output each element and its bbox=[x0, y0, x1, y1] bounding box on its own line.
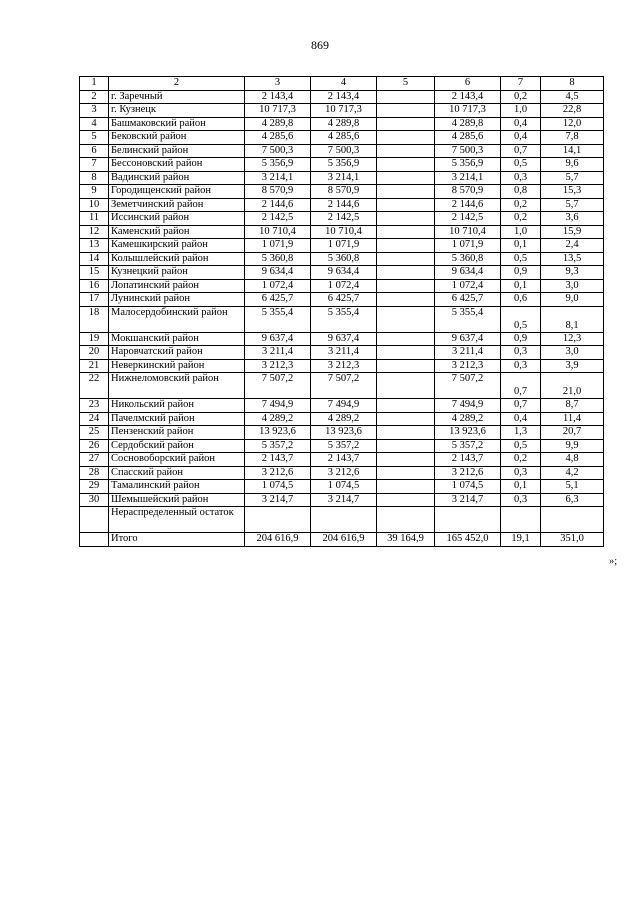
table-row bbox=[80, 399, 604, 413]
column-7-cell: 0,6 bbox=[501, 293, 541, 307]
column-6-cell: 2 142,5 bbox=[435, 212, 501, 226]
column-5-cell bbox=[377, 399, 435, 413]
district-name-cell: Колышлейский район bbox=[109, 252, 245, 266]
column-8-cell: 3,0 bbox=[541, 279, 604, 293]
column-4-cell: 5 357,2 bbox=[311, 439, 377, 453]
district-name-cell: Кузнецкий район bbox=[109, 266, 245, 280]
column-7-cell: 0,7 bbox=[501, 144, 541, 158]
table-row bbox=[80, 306, 604, 332]
column-6-cell: 8 570,9 bbox=[435, 185, 501, 199]
header-cell: 8 bbox=[541, 77, 604, 91]
column-8-cell: 20,7 bbox=[541, 426, 604, 440]
column-8-cell: 4,2 bbox=[541, 466, 604, 480]
row-number-cell: 15 bbox=[80, 266, 109, 280]
column-5-cell bbox=[377, 507, 435, 533]
column-4-cell: 6 425,7 bbox=[311, 293, 377, 307]
column-7-cell: 0,7 bbox=[501, 373, 541, 399]
column-6-cell: 2 143,7 bbox=[435, 453, 501, 467]
table-row bbox=[80, 90, 604, 104]
column-8-cell: 14,1 bbox=[541, 144, 604, 158]
column-4-cell: 2 142,5 bbox=[311, 212, 377, 226]
column-5-cell bbox=[377, 252, 435, 266]
column-4-cell bbox=[311, 507, 377, 533]
table-row bbox=[80, 171, 604, 185]
row-number-cell: 28 bbox=[80, 466, 109, 480]
column-3-cell: 3 214,7 bbox=[245, 493, 311, 507]
table-row bbox=[80, 493, 604, 507]
district-name-cell: Городищенский район bbox=[109, 185, 245, 199]
table-row bbox=[80, 466, 604, 480]
column-4-cell: 9 637,4 bbox=[311, 332, 377, 346]
header-cell: 3 bbox=[245, 77, 311, 91]
column-4-cell: 13 923,6 bbox=[311, 426, 377, 440]
column-3-cell: 2 143,4 bbox=[245, 90, 311, 104]
column-6-cell: 13 923,6 bbox=[435, 426, 501, 440]
column-3-cell: 5 360,8 bbox=[245, 252, 311, 266]
column-8-cell: 7,8 bbox=[541, 131, 604, 145]
district-name-cell: г. Кузнецк bbox=[109, 104, 245, 118]
column-4-cell: 3 214,7 bbox=[311, 493, 377, 507]
table-row bbox=[80, 239, 604, 253]
column-7-cell: 0,3 bbox=[501, 466, 541, 480]
row-number-cell: 23 bbox=[80, 399, 109, 413]
column-8-cell: 4,8 bbox=[541, 453, 604, 467]
district-name-cell: Иссинский район bbox=[109, 212, 245, 226]
column-7-cell bbox=[501, 507, 541, 533]
column-6-cell: 3 214,1 bbox=[435, 171, 501, 185]
column-5-cell bbox=[377, 293, 435, 307]
column-7-cell: 0,4 bbox=[501, 131, 541, 145]
column-3-cell: 4 289,8 bbox=[245, 117, 311, 131]
column-4-cell: 1 072,4 bbox=[311, 279, 377, 293]
column-5-cell bbox=[377, 279, 435, 293]
column-3-cell bbox=[245, 507, 311, 533]
district-name-cell: Итого bbox=[109, 533, 245, 547]
column-5-cell bbox=[377, 117, 435, 131]
table-row bbox=[80, 453, 604, 467]
row-number-cell: 4 bbox=[80, 117, 109, 131]
column-6-cell: 9 634,4 bbox=[435, 266, 501, 280]
column-3-cell: 10 710,4 bbox=[245, 225, 311, 239]
district-name-cell: Нижнеломовский район bbox=[109, 373, 245, 399]
column-7-cell: 0,4 bbox=[501, 117, 541, 131]
row-number-cell: 17 bbox=[80, 293, 109, 307]
column-5-cell bbox=[377, 131, 435, 145]
column-8-cell bbox=[541, 507, 604, 533]
district-name-cell: Бессоновский район bbox=[109, 158, 245, 172]
column-4-cell: 4 289,8 bbox=[311, 117, 377, 131]
column-6-cell: 9 637,4 bbox=[435, 332, 501, 346]
column-5-cell bbox=[377, 412, 435, 426]
column-8-cell: 6,3 bbox=[541, 493, 604, 507]
row-number-cell: 22 bbox=[80, 373, 109, 399]
column-5-cell bbox=[377, 144, 435, 158]
column-3-cell: 3 214,1 bbox=[245, 171, 311, 185]
column-4-cell: 3 212,3 bbox=[311, 359, 377, 373]
column-3-cell: 1 072,4 bbox=[245, 279, 311, 293]
table-row bbox=[80, 252, 604, 266]
column-5-cell bbox=[377, 453, 435, 467]
column-8-cell: 12,3 bbox=[541, 332, 604, 346]
column-8-cell: 5,1 bbox=[541, 480, 604, 494]
column-7-cell: 1,0 bbox=[501, 225, 541, 239]
column-4-cell: 5 360,8 bbox=[311, 252, 377, 266]
column-7-cell: 0,2 bbox=[501, 453, 541, 467]
column-7-cell: 1,3 bbox=[501, 426, 541, 440]
table-row bbox=[80, 131, 604, 145]
column-5-cell bbox=[377, 426, 435, 440]
column-5-cell bbox=[377, 266, 435, 280]
table-row bbox=[80, 412, 604, 426]
table-row bbox=[80, 104, 604, 118]
column-3-cell: 10 717,3 bbox=[245, 104, 311, 118]
column-3-cell: 2 143,7 bbox=[245, 453, 311, 467]
row-number-cell: 2 bbox=[80, 90, 109, 104]
table-row bbox=[80, 346, 604, 360]
row-number-cell: 14 bbox=[80, 252, 109, 266]
column-8-cell: 2,4 bbox=[541, 239, 604, 253]
column-7-cell: 0,5 bbox=[501, 158, 541, 172]
column-4-cell: 10 717,3 bbox=[311, 104, 377, 118]
column-7-cell: 0,9 bbox=[501, 266, 541, 280]
column-7-cell: 0,2 bbox=[501, 212, 541, 226]
row-number-cell: 3 bbox=[80, 104, 109, 118]
column-6-cell: 3 211,4 bbox=[435, 346, 501, 360]
column-5-cell bbox=[377, 239, 435, 253]
column-6-cell: 2 144,6 bbox=[435, 198, 501, 212]
row-number-cell: 26 bbox=[80, 439, 109, 453]
column-5-cell bbox=[377, 90, 435, 104]
column-3-cell: 5 356,9 bbox=[245, 158, 311, 172]
data-table bbox=[79, 76, 604, 547]
column-8-cell: 3,0 bbox=[541, 346, 604, 360]
row-number-cell: 8 bbox=[80, 171, 109, 185]
district-name-cell: Тамалинский район bbox=[109, 480, 245, 494]
column-8-cell: 8,1 bbox=[541, 306, 604, 332]
column-4-cell: 2 144,6 bbox=[311, 198, 377, 212]
column-7-cell: 0,1 bbox=[501, 279, 541, 293]
column-6-cell: 7 494,9 bbox=[435, 399, 501, 413]
column-5-cell bbox=[377, 185, 435, 199]
column-5-cell bbox=[377, 332, 435, 346]
column-8-cell: 9,3 bbox=[541, 266, 604, 280]
row-number-cell: 6 bbox=[80, 144, 109, 158]
column-5-cell: 39 164,9 bbox=[377, 533, 435, 547]
column-5-cell bbox=[377, 493, 435, 507]
row-number-cell: 12 bbox=[80, 225, 109, 239]
column-8-cell: 11,4 bbox=[541, 412, 604, 426]
column-3-cell: 9 637,4 bbox=[245, 332, 311, 346]
column-6-cell: 4 285,6 bbox=[435, 131, 501, 145]
column-4-cell: 1 071,9 bbox=[311, 239, 377, 253]
district-name-cell: Шемышейский район bbox=[109, 493, 245, 507]
column-7-cell: 0,3 bbox=[501, 493, 541, 507]
column-7-cell: 0,5 bbox=[501, 306, 541, 332]
district-name-cell: Каменский район bbox=[109, 225, 245, 239]
column-6-cell: 3 214,7 bbox=[435, 493, 501, 507]
column-5-cell bbox=[377, 171, 435, 185]
column-6-cell: 5 356,9 bbox=[435, 158, 501, 172]
table-row bbox=[80, 480, 604, 494]
column-4-cell: 5 356,9 bbox=[311, 158, 377, 172]
column-8-cell: 5,7 bbox=[541, 171, 604, 185]
column-5-cell bbox=[377, 466, 435, 480]
column-8-cell: 12,0 bbox=[541, 117, 604, 131]
column-4-cell: 10 710,4 bbox=[311, 225, 377, 239]
column-4-cell: 7 500,3 bbox=[311, 144, 377, 158]
column-8-cell: 13,5 bbox=[541, 252, 604, 266]
column-8-cell: 351,0 bbox=[541, 533, 604, 547]
header-cell: 1 bbox=[80, 77, 109, 91]
district-name-cell: Бековский район bbox=[109, 131, 245, 145]
column-5-cell bbox=[377, 212, 435, 226]
row-number-cell: 24 bbox=[80, 412, 109, 426]
row-number-cell: 5 bbox=[80, 131, 109, 145]
district-name-cell: Спасский район bbox=[109, 466, 245, 480]
district-name-cell: Сердобский район bbox=[109, 439, 245, 453]
district-name-cell: г. Заречный bbox=[109, 90, 245, 104]
column-6-cell: 3 212,3 bbox=[435, 359, 501, 373]
column-5-cell bbox=[377, 225, 435, 239]
column-8-cell: 8,7 bbox=[541, 399, 604, 413]
table-row bbox=[80, 426, 604, 440]
row-number-cell: 11 bbox=[80, 212, 109, 226]
row-number-cell: 9 bbox=[80, 185, 109, 199]
column-7-cell: 0,5 bbox=[501, 252, 541, 266]
column-4-cell: 2 143,7 bbox=[311, 453, 377, 467]
column-8-cell: 22,8 bbox=[541, 104, 604, 118]
column-6-cell: 1 071,9 bbox=[435, 239, 501, 253]
district-name-cell: Пензенский район bbox=[109, 426, 245, 440]
column-3-cell: 7 507,2 bbox=[245, 373, 311, 399]
row-number-cell: 30 bbox=[80, 493, 109, 507]
district-name-cell: Лопатинский район bbox=[109, 279, 245, 293]
column-7-cell: 1,0 bbox=[501, 104, 541, 118]
column-8-cell: 15,9 bbox=[541, 225, 604, 239]
closing-mark: »; bbox=[609, 556, 618, 567]
district-name-cell: Вадинский район bbox=[109, 171, 245, 185]
column-4-cell: 9 634,4 bbox=[311, 266, 377, 280]
column-7-cell: 0,5 bbox=[501, 439, 541, 453]
column-6-cell: 5 355,4 bbox=[435, 306, 501, 332]
row-number-cell: 21 bbox=[80, 359, 109, 373]
column-3-cell: 5 355,4 bbox=[245, 306, 311, 332]
table-row bbox=[80, 439, 604, 453]
column-7-cell: 0,8 bbox=[501, 185, 541, 199]
column-8-cell: 9,0 bbox=[541, 293, 604, 307]
column-6-cell: 4 289,2 bbox=[435, 412, 501, 426]
column-3-cell: 3 212,6 bbox=[245, 466, 311, 480]
table-row bbox=[80, 198, 604, 212]
column-3-cell: 8 570,9 bbox=[245, 185, 311, 199]
table-row bbox=[80, 533, 604, 547]
column-6-cell: 4 289,8 bbox=[435, 117, 501, 131]
column-8-cell: 5,7 bbox=[541, 198, 604, 212]
column-6-cell: 2 143,4 bbox=[435, 90, 501, 104]
column-3-cell: 2 144,6 bbox=[245, 198, 311, 212]
column-3-cell: 6 425,7 bbox=[245, 293, 311, 307]
column-4-cell: 8 570,9 bbox=[311, 185, 377, 199]
row-number-cell: 7 bbox=[80, 158, 109, 172]
column-5-cell bbox=[377, 346, 435, 360]
table-row bbox=[80, 185, 604, 199]
column-7-cell: 0,3 bbox=[501, 346, 541, 360]
column-8-cell: 3,9 bbox=[541, 359, 604, 373]
district-name-cell: Нераспределенный остаток bbox=[109, 507, 245, 533]
column-7-cell: 0,4 bbox=[501, 412, 541, 426]
column-7-cell: 0,7 bbox=[501, 399, 541, 413]
table-row bbox=[80, 293, 604, 307]
district-name-cell: Белинский район bbox=[109, 144, 245, 158]
column-6-cell: 10 710,4 bbox=[435, 225, 501, 239]
district-name-cell: Малосердобинский район bbox=[109, 306, 245, 332]
column-5-cell bbox=[377, 158, 435, 172]
column-3-cell: 1 071,9 bbox=[245, 239, 311, 253]
table-row bbox=[80, 144, 604, 158]
column-3-cell: 7 494,9 bbox=[245, 399, 311, 413]
column-7-cell: 0,3 bbox=[501, 171, 541, 185]
column-4-cell: 3 214,1 bbox=[311, 171, 377, 185]
row-number-cell: 29 bbox=[80, 480, 109, 494]
column-6-cell: 1 072,4 bbox=[435, 279, 501, 293]
column-5-cell bbox=[377, 373, 435, 399]
table-row bbox=[80, 212, 604, 226]
column-7-cell: 0,3 bbox=[501, 359, 541, 373]
column-3-cell: 5 357,2 bbox=[245, 439, 311, 453]
row-number-cell: 16 bbox=[80, 279, 109, 293]
table-row bbox=[80, 266, 604, 280]
column-8-cell: 4,5 bbox=[541, 90, 604, 104]
column-4-cell: 4 285,6 bbox=[311, 131, 377, 145]
column-3-cell: 2 142,5 bbox=[245, 212, 311, 226]
column-7-cell: 19,1 bbox=[501, 533, 541, 547]
district-name-cell: Сосновоборский район bbox=[109, 453, 245, 467]
column-4-cell: 1 074,5 bbox=[311, 480, 377, 494]
column-3-cell: 4 285,6 bbox=[245, 131, 311, 145]
header-cell: 4 bbox=[311, 77, 377, 91]
column-6-cell bbox=[435, 507, 501, 533]
column-8-cell: 9,6 bbox=[541, 158, 604, 172]
column-3-cell: 7 500,3 bbox=[245, 144, 311, 158]
district-name-cell: Лунинский район bbox=[109, 293, 245, 307]
table-row bbox=[80, 359, 604, 373]
column-3-cell: 9 634,4 bbox=[245, 266, 311, 280]
table-row bbox=[80, 117, 604, 131]
column-6-cell: 5 357,2 bbox=[435, 439, 501, 453]
column-4-cell: 3 212,6 bbox=[311, 466, 377, 480]
table-row bbox=[80, 279, 604, 293]
column-5-cell bbox=[377, 198, 435, 212]
table-row bbox=[80, 158, 604, 172]
column-3-cell: 4 289,2 bbox=[245, 412, 311, 426]
row-number-cell: 19 bbox=[80, 332, 109, 346]
column-6-cell: 7 500,3 bbox=[435, 144, 501, 158]
row-number-cell: 13 bbox=[80, 239, 109, 253]
column-4-cell: 3 211,4 bbox=[311, 346, 377, 360]
column-8-cell: 15,3 bbox=[541, 185, 604, 199]
table-header-row bbox=[80, 77, 604, 91]
column-6-cell: 3 212,6 bbox=[435, 466, 501, 480]
column-5-cell bbox=[377, 359, 435, 373]
column-3-cell: 3 212,3 bbox=[245, 359, 311, 373]
column-5-cell bbox=[377, 306, 435, 332]
column-7-cell: 0,1 bbox=[501, 239, 541, 253]
column-4-cell: 204 616,9 bbox=[311, 533, 377, 547]
table-row bbox=[80, 332, 604, 346]
page-number: 869 bbox=[311, 38, 329, 52]
header-cell: 5 bbox=[377, 77, 435, 91]
column-7-cell: 0,9 bbox=[501, 332, 541, 346]
column-4-cell: 4 289,2 bbox=[311, 412, 377, 426]
column-6-cell: 165 452,0 bbox=[435, 533, 501, 547]
district-name-cell: Башмаковский район bbox=[109, 117, 245, 131]
header-cell: 7 bbox=[501, 77, 541, 91]
column-6-cell: 1 074,5 bbox=[435, 480, 501, 494]
column-4-cell: 2 143,4 bbox=[311, 90, 377, 104]
table-row bbox=[80, 507, 604, 533]
column-7-cell: 0,2 bbox=[501, 198, 541, 212]
column-8-cell: 3,6 bbox=[541, 212, 604, 226]
table-row bbox=[80, 225, 604, 239]
row-number-cell: 27 bbox=[80, 453, 109, 467]
row-number-cell bbox=[80, 533, 109, 547]
column-4-cell: 7 494,9 bbox=[311, 399, 377, 413]
column-3-cell: 1 074,5 bbox=[245, 480, 311, 494]
row-number-cell bbox=[80, 507, 109, 533]
row-number-cell: 10 bbox=[80, 198, 109, 212]
district-name-cell: Камешкирский район bbox=[109, 239, 245, 253]
column-4-cell: 5 355,4 bbox=[311, 306, 377, 332]
row-number-cell: 25 bbox=[80, 426, 109, 440]
row-number-cell: 20 bbox=[80, 346, 109, 360]
column-5-cell bbox=[377, 104, 435, 118]
column-7-cell: 0,2 bbox=[501, 90, 541, 104]
column-5-cell bbox=[377, 439, 435, 453]
district-name-cell: Неверкинский район bbox=[109, 359, 245, 373]
column-6-cell: 7 507,2 bbox=[435, 373, 501, 399]
column-5-cell bbox=[377, 480, 435, 494]
district-name-cell: Мокшанский район bbox=[109, 332, 245, 346]
district-name-cell: Земетчинский район bbox=[109, 198, 245, 212]
column-8-cell: 9,9 bbox=[541, 439, 604, 453]
district-name-cell: Наровчатский район bbox=[109, 346, 245, 360]
column-3-cell: 13 923,6 bbox=[245, 426, 311, 440]
column-6-cell: 6 425,7 bbox=[435, 293, 501, 307]
column-6-cell: 5 360,8 bbox=[435, 252, 501, 266]
column-8-cell: 21,0 bbox=[541, 373, 604, 399]
column-3-cell: 3 211,4 bbox=[245, 346, 311, 360]
district-name-cell: Никольский район bbox=[109, 399, 245, 413]
table-row bbox=[80, 373, 604, 399]
district-name-cell: Пачелмский район bbox=[109, 412, 245, 426]
column-4-cell: 7 507,2 bbox=[311, 373, 377, 399]
header-cell: 6 bbox=[435, 77, 501, 91]
row-number-cell: 18 bbox=[80, 306, 109, 332]
column-7-cell: 0,1 bbox=[501, 480, 541, 494]
header-cell: 2 bbox=[109, 77, 245, 91]
column-3-cell: 204 616,9 bbox=[245, 533, 311, 547]
column-6-cell: 10 717,3 bbox=[435, 104, 501, 118]
